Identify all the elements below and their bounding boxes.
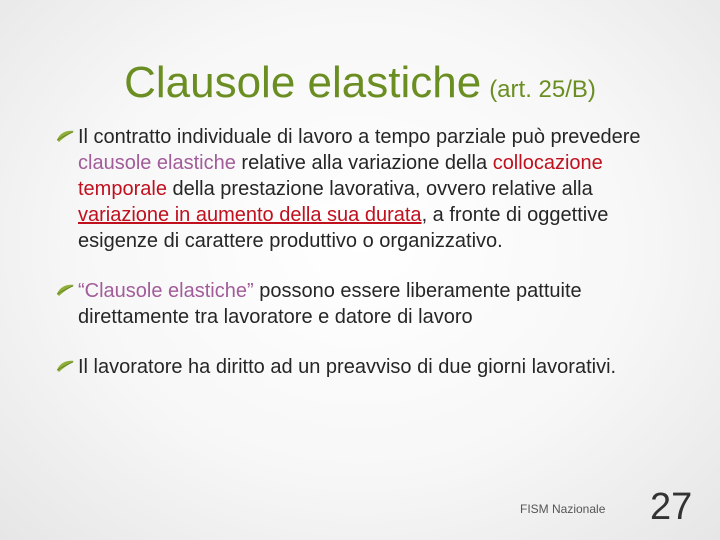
slide-title [0,58,720,108]
bullet-highlight-red-underline: variazione in aumento della sua durata [78,204,422,226]
bullet-item [60,278,650,330]
leaf-bullet-icon [54,126,76,148]
bullet-highlight-purple: clausole elastiche [78,152,236,174]
bullet-text-segment: possono essere liberamente pattuite direttamente tra lavoratore e datore di lavoro [78,280,582,328]
bullet-list [60,124,650,404]
slide-number: 27 [650,486,693,528]
slide-title-main: Clausole elastiche [124,58,482,107]
bullet-text-segment: Il lavoratore ha diritto ad un preavviso di due giorni lavorativi. [78,356,617,378]
footer-organization: FISM Nazionale [520,502,606,516]
bullet-text-segment: relative alla variazione della [235,152,493,174]
bullet-text-segment: , a fronte di oggettive esigenze di carattere produttivo o organizzativo. [78,204,609,252]
bullet-highlight-purple: “Clausole elastiche” [78,280,254,302]
bullet-item [60,354,650,380]
leaf-bullet-icon [54,280,76,302]
slide-title-subtitle: (art. 25/B) [489,76,596,103]
bullet-highlight-red: collocazione temporale [78,152,603,200]
bullet-text-segment: della prestazione lavorativa, ovvero relative alla [166,178,593,200]
bullet-text-segment: Il contratto individuale di lavoro a tempo parziale può prevedere [78,126,641,148]
leaf-bullet-icon [54,356,76,378]
bullet-item [60,124,650,254]
